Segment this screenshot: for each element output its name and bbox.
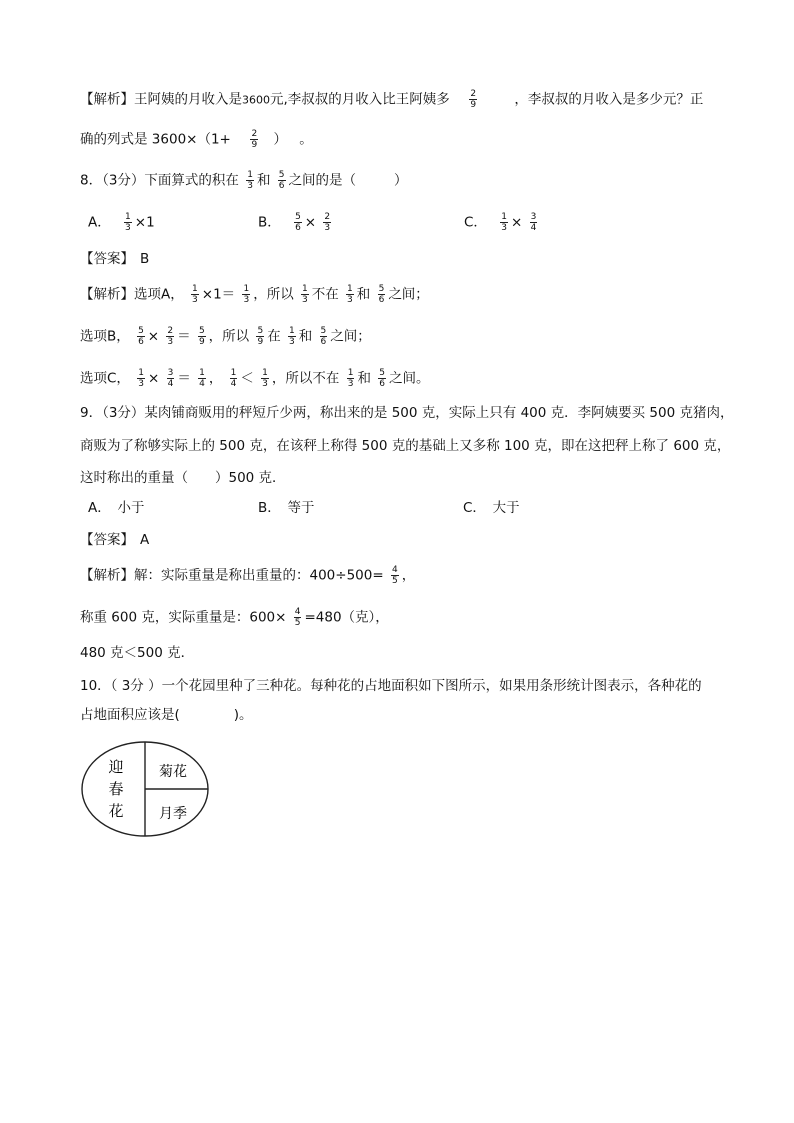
text: =480（克），: [304, 609, 389, 626]
answer-value: B: [140, 251, 150, 267]
fraction: $\frac{5}{9}$: [257, 326, 264, 347]
text: ＜: [240, 370, 254, 387]
label-top-right: 菊花: [159, 764, 187, 780]
q8-stem: [80, 170, 408, 191]
option-label: C．: [464, 214, 487, 231]
q9-answer: [80, 530, 149, 550]
fraction: $\frac{2}{3}$: [167, 326, 174, 347]
text: ×: [147, 328, 160, 345]
fraction: $\frac{1}{3}$: [138, 368, 144, 389]
option-label: B．: [258, 214, 281, 231]
q8-option-a: [88, 212, 155, 233]
text: 之间；: [388, 286, 429, 303]
text: ×: [147, 370, 160, 387]
text: 和: [256, 172, 271, 189]
text: ，所以: [253, 286, 294, 303]
score: 3分: [108, 172, 131, 189]
text: 称重 600 克，实际重量是：600×: [80, 609, 287, 626]
text: 3600×（1+: [151, 131, 231, 148]
q8-analysis-line2: [80, 326, 371, 347]
answer-tag: 【答案】: [80, 251, 134, 267]
label-bottom-right: 月季: [159, 806, 187, 822]
fraction: $\frac{2}{9}$: [251, 129, 258, 150]
q9-stem-line1: 9．（3分）某肉铺商贩用的秤短斤少两，称出来的是 500 克，实际上只有 400 克．李阿姨要买 500 克猪肉，: [80, 405, 734, 421]
fraction: $\frac{1}{4}$: [199, 368, 205, 389]
q9-option-a: A． 小于: [88, 500, 145, 516]
question-number: 8．（: [80, 172, 109, 189]
q10-stem-line1: 10．（ 3分 ）一个花园里种了三种花。每种花的占地面积如下图所示，如果用条形统计图表示，各种花的: [80, 678, 702, 694]
text: 。: [299, 131, 313, 148]
text: 选项B，: [80, 328, 130, 345]
fraction: $\frac{5}{9}$: [198, 326, 205, 347]
text: ）: [394, 172, 408, 189]
text: ，李叔叔的月收入是多少元？正: [514, 91, 704, 108]
fraction: $\frac{1}{3}$: [192, 284, 198, 305]
fraction: $\frac{3}{4}$: [530, 212, 537, 233]
text: ＝: [177, 370, 191, 387]
text: ）: [273, 131, 287, 148]
answer-tag: 【答案】: [80, 532, 134, 548]
fraction: $\frac{1}{3}$: [347, 368, 354, 389]
text: ×1: [134, 214, 155, 231]
label-left-char2: 春: [108, 780, 124, 798]
q8-answer: [80, 249, 149, 269]
text: 和: [356, 286, 371, 303]
q8-option-c: [464, 212, 540, 233]
fraction: $\frac{2}{9}$: [470, 89, 477, 110]
text: ，所以: [208, 328, 250, 345]
fraction: $\frac{1}{3}$: [347, 284, 353, 305]
fraction: $\frac{1}{3}$: [243, 284, 250, 305]
text: 之间；: [330, 328, 371, 345]
fraction: $\frac{5}{6}$: [278, 170, 285, 191]
fraction: $\frac{5}{6}$: [138, 326, 144, 347]
q9-stem-line2: 商贩为了称够实际上的 500 克，在该秤上称得 500 克的基础上又多称 100 克，即在这把秤上称了 600 克，: [80, 438, 731, 454]
fraction: $\frac{1}{3}$: [247, 170, 253, 191]
q8-option-b: [258, 212, 334, 233]
analysis-tag: 【解析】: [80, 91, 134, 108]
text: ×: [304, 214, 317, 231]
q8-analysis-line3: [80, 368, 429, 389]
text: ）下面算式的积在: [130, 172, 239, 189]
text: 之间的是（: [288, 172, 356, 189]
flower-area-pie-diagram: [78, 736, 214, 840]
label-left-char3: 花: [108, 802, 124, 820]
text: ×1＝: [201, 286, 236, 303]
fraction: $\frac{5}{6}$: [320, 326, 327, 347]
text: 王阿姨的月收入是: [134, 91, 242, 108]
q7-analysis-line2: [80, 129, 313, 150]
fraction: $\frac{5}{6}$: [378, 284, 385, 305]
analysis-tag: 【解析】: [80, 286, 134, 303]
text: ，: [208, 370, 223, 387]
option-label: A．: [88, 214, 111, 231]
fraction: $\frac{1}{3}$: [289, 326, 295, 347]
text: 解：实际重量是称出重量的：400÷500=: [134, 567, 384, 584]
fraction: $\frac{1}{3}$: [262, 368, 268, 389]
fraction: $\frac{5}{6}$: [295, 212, 301, 233]
fraction: $\frac{4}{5}$: [294, 607, 301, 628]
q9-analysis-line1: [80, 565, 415, 586]
text: ＝: [177, 328, 191, 345]
fraction: $\frac{2}{3}$: [324, 212, 331, 233]
label-left-char1: 迎: [108, 758, 124, 776]
text: ，所以不在: [271, 370, 340, 387]
q9-analysis-line2: [80, 607, 389, 628]
text: 元,李叔叔的月收入比王阿姨多: [270, 91, 450, 108]
q7-analysis-line1: [80, 89, 703, 111]
q9-analysis-line3: 480 克＜500 克．: [80, 645, 195, 661]
text: 之间。: [388, 370, 430, 387]
fraction: $\frac{5}{6}$: [379, 368, 385, 389]
text: 不在: [311, 286, 339, 303]
fraction: $\frac{1}{3}$: [501, 212, 507, 233]
fraction: $\frac{1}{3}$: [302, 284, 308, 305]
text: 选项A，: [134, 286, 184, 303]
text: 选项C，: [80, 370, 130, 387]
q9-option-c: C． 大于: [463, 500, 520, 516]
text: 3600: [242, 93, 270, 107]
q9-option-b: B． 等于: [258, 500, 315, 516]
answer-value: A: [140, 532, 150, 548]
fraction: $\frac{3}{4}$: [167, 368, 174, 389]
analysis-tag: 【解析】: [80, 567, 134, 584]
text: 和: [357, 370, 371, 387]
text: ，: [401, 567, 416, 584]
fraction: $\frac{1}{4}$: [230, 368, 237, 389]
q8-analysis-line1: [80, 284, 429, 305]
text: 和: [298, 328, 313, 345]
q9-stem-line3: 这时称出的重量（ ）500 克．: [80, 470, 286, 486]
text: ×: [510, 214, 523, 231]
q10-stem-line2: 占地面积应该是( )。: [80, 707, 253, 723]
text: 在: [267, 328, 281, 345]
fraction: $\frac{4}{5}$: [391, 565, 398, 586]
fraction: $\frac{1}{3}$: [125, 212, 131, 233]
text: 确的列式是: [80, 131, 148, 148]
